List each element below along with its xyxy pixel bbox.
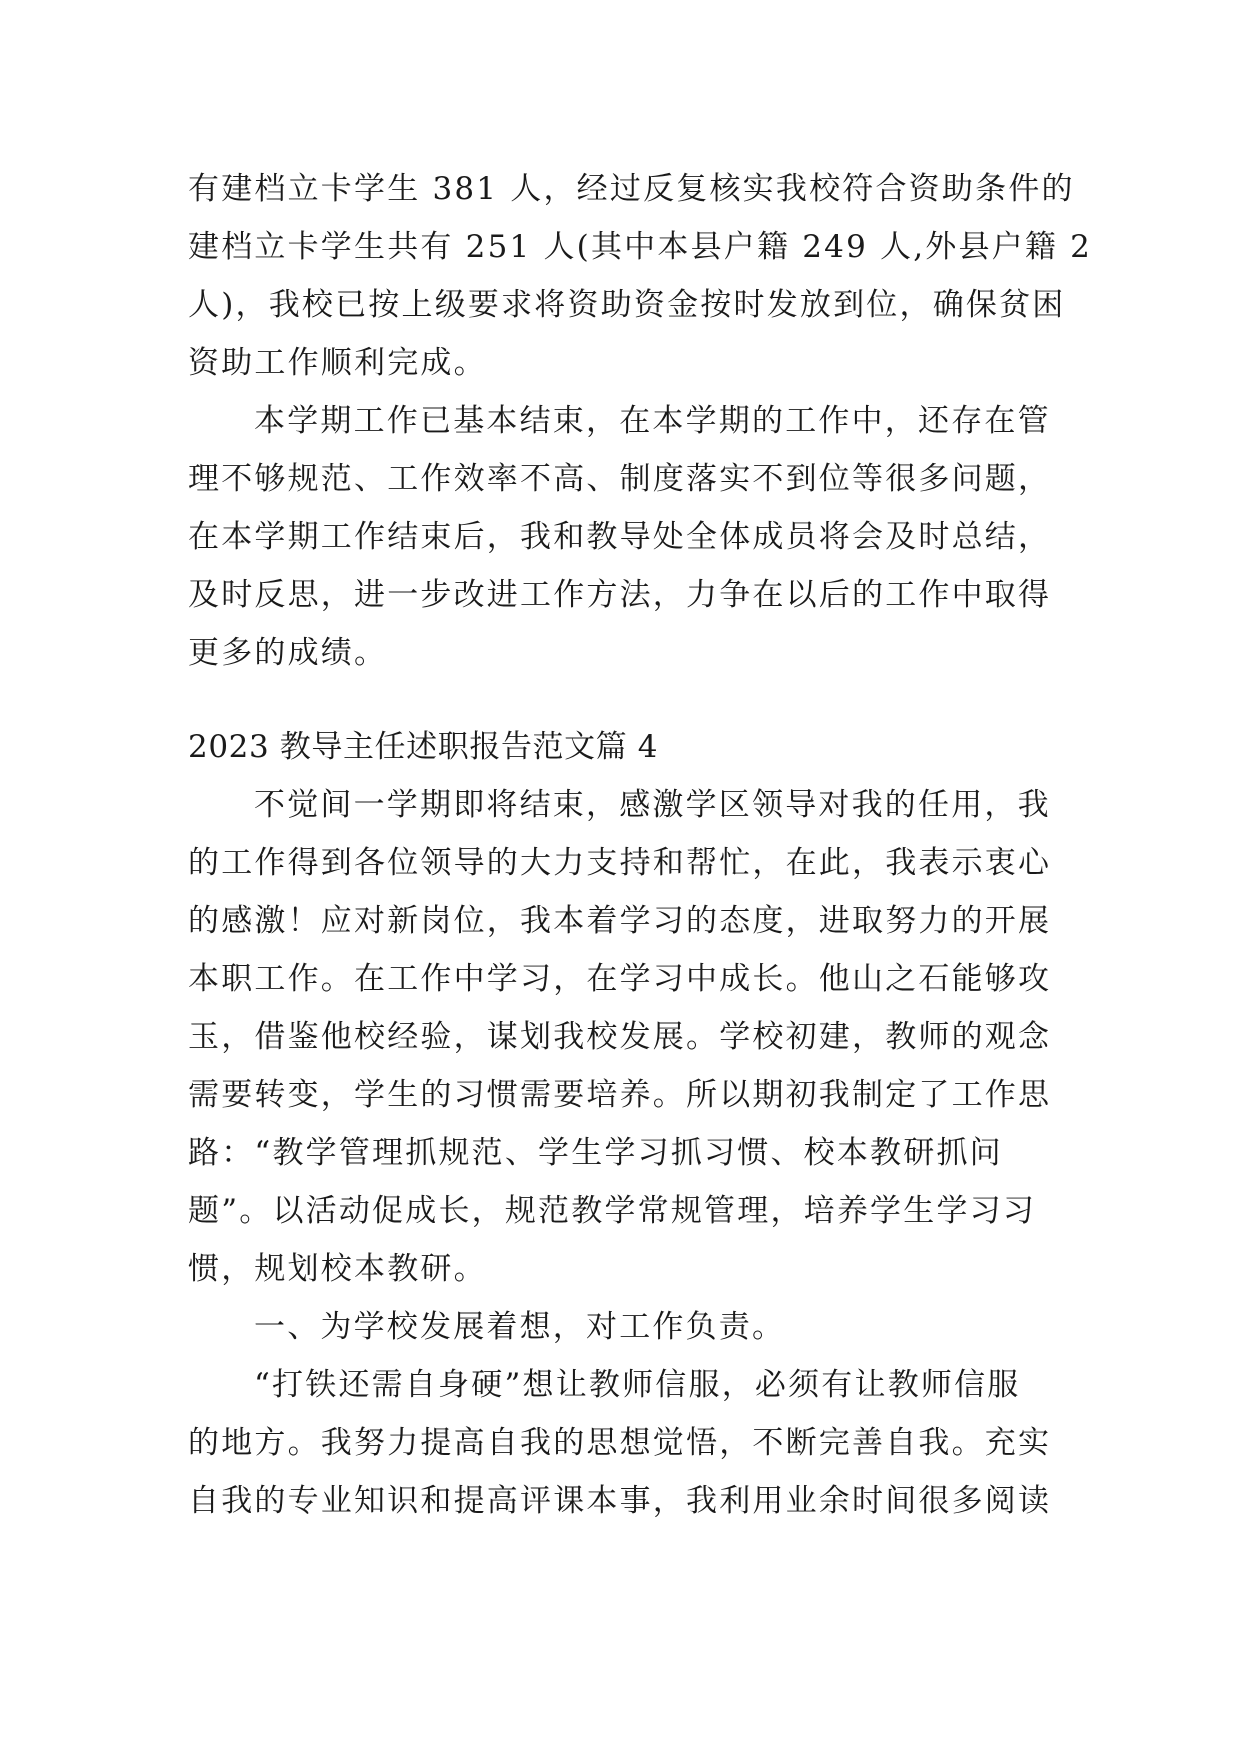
text-line: 更多的成绩。 [188, 635, 388, 671]
text-line: 题”。以活动促成长，规范教学常规管理，培养学生学习习 [188, 1193, 1037, 1229]
paragraph-introduction [188, 776, 1058, 1298]
text-line: 本职工作。在工作中学习，在学习中成长。他山之石能够攻 [188, 961, 1052, 997]
document-body [188, 160, 1093, 1530]
section-heading: 2023 教导主任述职报告范文篇 4 [188, 729, 659, 765]
text-line: 玉，借鉴他校经验，谋划我校发展。学校初建，教师的观念 [188, 1019, 1052, 1055]
text-line: 路：“教学管理抓规范、学生学习抓习惯、校本教研抓问 [188, 1135, 1003, 1171]
paragraph-self-improvement [188, 1356, 1058, 1530]
text-line: 的感激！应对新岗位，我本着学习的态度，进取努力的开展 [188, 903, 1052, 939]
section-gap [188, 682, 1058, 718]
text-line: 自我的专业知识和提高评课本事，我利用业余时间很多阅读 [188, 1483, 1052, 1519]
text-line: 有建档立卡学生 381 人，经过反复核实我校符合资助条件的 [188, 171, 1075, 207]
text-line: 及时反思，进一步改进工作方法，力争在以后的工作中取得 [188, 577, 1052, 613]
subsection-heading: 一、为学校发展着想，对工作负责。 [254, 1309, 786, 1345]
text-line: 资助工作顺利完成。 [188, 345, 487, 381]
text-line: 需要转变，学生的习惯需要培养。所以期初我制定了工作思 [188, 1077, 1052, 1113]
text-line: 人)，我校已按上级要求将资助资金按时发放到位，确保贫困 [188, 287, 1066, 323]
text-line: 建档立卡学生共有 251 人(其中本县户籍 249 人,外县户籍 2 [188, 229, 1093, 265]
text-line: 惯，规划校本教研。 [188, 1251, 487, 1287]
text-line: 的地方。我努力提高自我的思想觉悟，不断完善自我。充实 [188, 1425, 1052, 1461]
paragraph-semester-reflection [188, 392, 1058, 682]
text-line: 不觉间一学期即将结束，感激学区领导对我的任用，我 [254, 787, 1051, 823]
text-line: 本学期工作已基本结束，在本学期的工作中，还存在管 [254, 403, 1051, 439]
text-line: 理不够规范、工作效率不高、制度落实不到位等很多问题， [188, 461, 1052, 497]
paragraph-aid-summary [188, 160, 1093, 392]
text-line: 在本学期工作结束后，我和教导处全体成员将会及时总结， [188, 519, 1052, 555]
text-line: 的工作得到各位领导的大力支持和帮忙，在此，我表示衷心 [188, 845, 1052, 881]
text-line: “打铁还需自身硬”想让教师信服，必须有让教师信服 [254, 1367, 1021, 1403]
